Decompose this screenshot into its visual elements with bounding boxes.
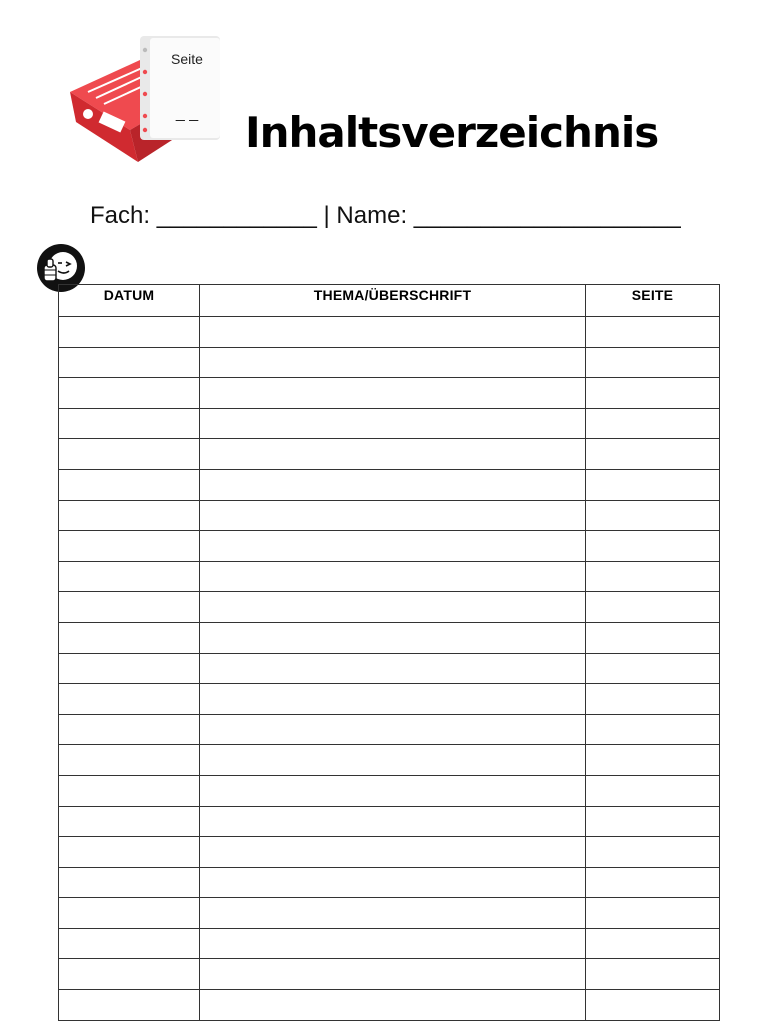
thema-cell[interactable] (200, 408, 586, 439)
table-row (59, 806, 720, 837)
seite-cell[interactable] (586, 867, 720, 898)
table-row (59, 928, 720, 959)
seite-cell[interactable] (586, 561, 720, 592)
binder-logo-icon (60, 30, 240, 175)
datum-cell[interactable] (59, 898, 200, 929)
table-row (59, 408, 720, 439)
thema-cell[interactable] (200, 837, 586, 868)
thema-cell[interactable] (200, 898, 586, 929)
table-row (59, 469, 720, 500)
thema-cell[interactable] (200, 745, 586, 776)
contents-table-wrapper (58, 284, 719, 1021)
thema-cell[interactable] (200, 347, 586, 378)
seite-cell[interactable] (586, 408, 720, 439)
thema-cell[interactable] (200, 990, 586, 1021)
seite-cell[interactable] (586, 317, 720, 348)
seite-cell[interactable] (586, 837, 720, 868)
datum-cell[interactable] (59, 990, 200, 1021)
datum-cell[interactable] (59, 592, 200, 623)
seite-cell[interactable] (586, 469, 720, 500)
seite-cell[interactable] (586, 439, 720, 470)
logo-tab-blanks: _ _ (175, 105, 199, 122)
thema-cell[interactable] (200, 531, 586, 562)
contents-table (58, 284, 720, 1021)
datum-cell[interactable] (59, 959, 200, 990)
table-row (59, 622, 720, 653)
thema-cell[interactable] (200, 959, 586, 990)
thema-cell[interactable] (200, 928, 586, 959)
thema-cell[interactable] (200, 653, 586, 684)
datum-cell[interactable] (59, 714, 200, 745)
seite-cell[interactable] (586, 378, 720, 409)
datum-cell[interactable] (59, 837, 200, 868)
seite-cell[interactable] (586, 806, 720, 837)
datum-cell[interactable] (59, 622, 200, 653)
datum-cell[interactable] (59, 684, 200, 715)
seite-cell[interactable] (586, 592, 720, 623)
table-row (59, 592, 720, 623)
table-row (59, 745, 720, 776)
table-row (59, 990, 720, 1021)
column-header-seite: SEITE (586, 285, 720, 317)
table-body (59, 317, 720, 1021)
seite-cell[interactable] (586, 928, 720, 959)
seite-cell[interactable] (586, 959, 720, 990)
datum-cell[interactable] (59, 867, 200, 898)
thema-cell[interactable] (200, 622, 586, 653)
thema-cell[interactable] (200, 775, 586, 806)
thema-cell[interactable] (200, 714, 586, 745)
table-row (59, 684, 720, 715)
datum-cell[interactable] (59, 653, 200, 684)
seite-cell[interactable] (586, 347, 720, 378)
seite-cell[interactable] (586, 898, 720, 929)
table-row (59, 561, 720, 592)
datum-cell[interactable] (59, 531, 200, 562)
seite-cell[interactable] (586, 653, 720, 684)
seite-cell[interactable] (586, 500, 720, 531)
thema-cell[interactable] (200, 561, 586, 592)
seite-cell[interactable] (586, 622, 720, 653)
table-row (59, 837, 720, 868)
datum-cell[interactable] (59, 775, 200, 806)
datum-cell[interactable] (59, 469, 200, 500)
table-header-row (59, 285, 720, 317)
table-row (59, 531, 720, 562)
thema-cell[interactable] (200, 317, 586, 348)
datum-cell[interactable] (59, 806, 200, 837)
table-row (59, 500, 720, 531)
datum-cell[interactable] (59, 378, 200, 409)
table-row (59, 959, 720, 990)
datum-cell[interactable] (59, 928, 200, 959)
seite-cell[interactable] (586, 714, 720, 745)
datum-cell[interactable] (59, 408, 200, 439)
table-row (59, 867, 720, 898)
datum-cell[interactable] (59, 500, 200, 531)
thema-cell[interactable] (200, 806, 586, 837)
datum-cell[interactable] (59, 347, 200, 378)
datum-cell[interactable] (59, 439, 200, 470)
logo-tab-label: Seite (171, 51, 203, 67)
seite-cell[interactable] (586, 990, 720, 1021)
thema-cell[interactable] (200, 684, 586, 715)
seite-cell[interactable] (586, 775, 720, 806)
table-row (59, 347, 720, 378)
page-title: Inhaltsverzeichnis (245, 108, 659, 157)
seite-cell[interactable] (586, 745, 720, 776)
column-header-thema: THEMA/ÜBERSCHRIFT (200, 285, 586, 317)
thema-cell[interactable] (200, 592, 586, 623)
table-row (59, 898, 720, 929)
datum-cell[interactable] (59, 561, 200, 592)
table-row (59, 653, 720, 684)
table-row (59, 775, 720, 806)
fach-name-fields[interactable]: Fach: ____________ | Name: ____________________ (90, 202, 681, 229)
seite-cell[interactable] (586, 531, 720, 562)
table-row (59, 714, 720, 745)
table-row (59, 378, 720, 409)
thema-cell[interactable] (200, 500, 586, 531)
seite-cell[interactable] (586, 684, 720, 715)
datum-cell[interactable] (59, 745, 200, 776)
thema-cell[interactable] (200, 867, 586, 898)
thema-cell[interactable] (200, 469, 586, 500)
table-row (59, 439, 720, 470)
datum-cell[interactable] (59, 317, 200, 348)
table-row (59, 317, 720, 348)
column-header-datum: DATUM (59, 285, 200, 317)
thema-cell[interactable] (200, 439, 586, 470)
thema-cell[interactable] (200, 378, 586, 409)
